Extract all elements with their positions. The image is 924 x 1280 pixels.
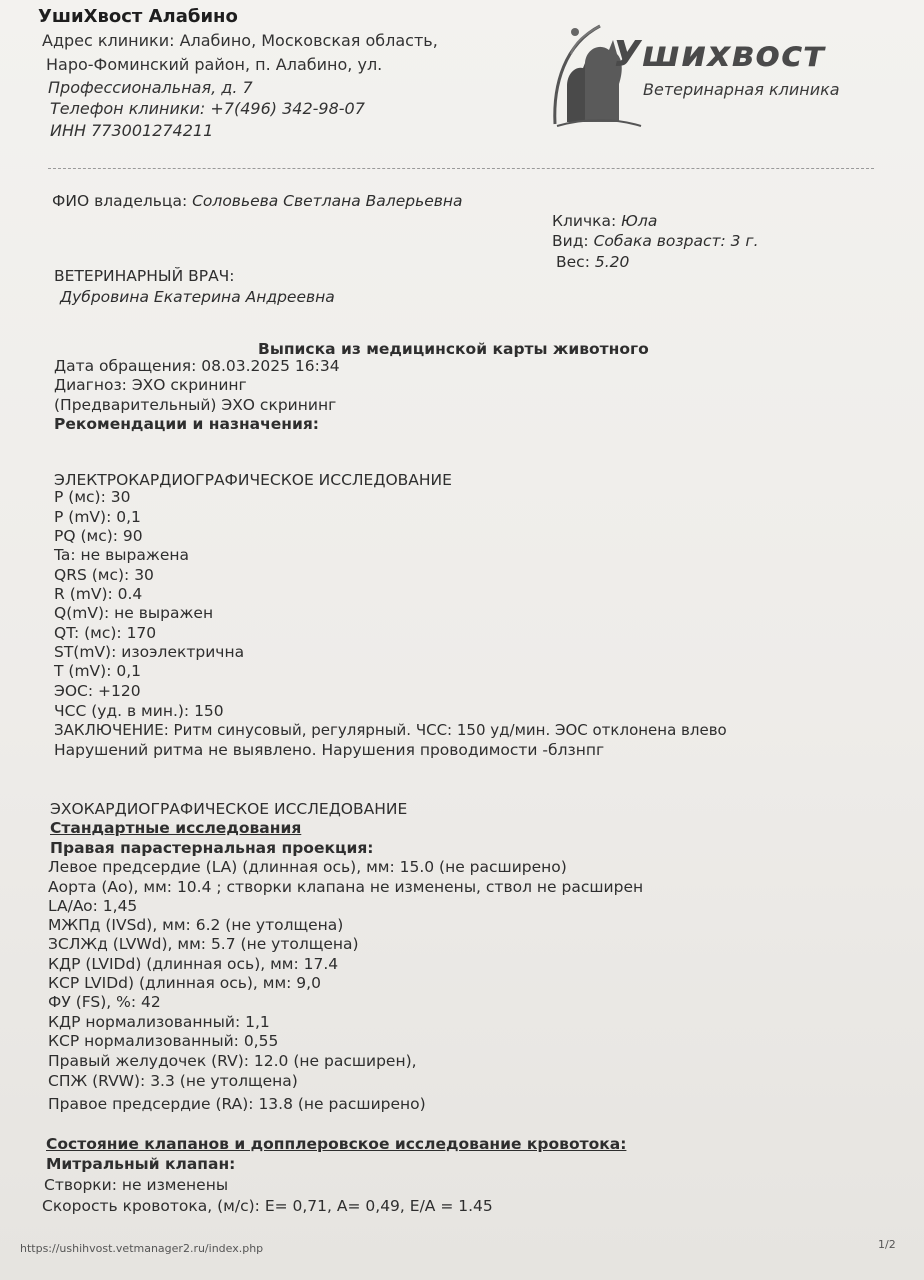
- recommendations-heading: Рекомендации и назначения:: [54, 415, 319, 433]
- echo-line: СПЖ (RVW): 3.3 (не утолщена): [48, 1072, 298, 1090]
- ecg-line: QRS (мс): 30: [54, 566, 154, 584]
- valves-heading: Состояние клапанов и допплеровское исследование кровотока:: [46, 1135, 627, 1153]
- echo-heading: ЭХОКАРДИОГРАФИЧЕСКОЕ ИССЛЕДОВАНИЕ: [50, 800, 408, 818]
- echo-line: КДР (LVIDd) (длинная ось), мм: 17.4: [48, 955, 339, 973]
- echo-line: КСР LVIDd) (длинная ось), мм: 9,0: [48, 974, 321, 992]
- clinic-address-line-2: Наро-Фоминский район, п. Алабино, ул.: [46, 55, 383, 74]
- pet-species-label: Вид:: [552, 232, 589, 250]
- pet-nickname: [552, 212, 657, 230]
- echo-line: Аорта (Ао), мм: 10.4 ; створки клапана не изменены, ствол не расширен: [48, 878, 644, 896]
- pet-species-value: Собака возраст: 3 г.: [593, 232, 759, 250]
- owner-name: Соловьева Светлана Валерьевна: [192, 192, 463, 210]
- echo-line: Правый желудочек (RV): 12.0 (не расширен),: [48, 1052, 417, 1070]
- ecg-line: R (mV): 0.4: [54, 585, 143, 603]
- clinic-address-line-3: Профессиональная, д. 7: [48, 78, 253, 97]
- mitral-valve-heading: Митральный клапан:: [46, 1155, 236, 1173]
- pet-species-age: [552, 232, 759, 250]
- mitral-velocity: Скорость кровотока, (м/с): E= 0,71, A= 0,49, E/A = 1.45: [42, 1197, 493, 1215]
- clinic-phone: Телефон клиники: +7(496) 342-98-07: [50, 99, 365, 118]
- vet-label: ВЕТЕРИНАРНЫЙ ВРАЧ:: [54, 267, 235, 285]
- ecg-line: T (mV): 0,1: [54, 662, 141, 680]
- ecg-line: P (мс): 30: [54, 488, 131, 506]
- echo-line: Правое предсердие (RA): 13.8 (не расширено): [48, 1095, 426, 1113]
- echo-line: КСР нормализованный: 0,55: [48, 1032, 279, 1050]
- ecg-line: ЧСС (уд. в мин.): 150: [54, 702, 224, 720]
- echo-standard-heading: Стандартные исследования: [50, 819, 302, 837]
- ecg-line: PQ (мс): 90: [54, 527, 143, 545]
- pet-weight: [556, 253, 629, 271]
- ecg-heading: ЭЛЕКТРОКАРДИОГРАФИЧЕСКОЕ ИССЛЕДОВАНИЕ: [54, 471, 452, 489]
- echo-projection-heading: Правая парастернальная проекция:: [50, 839, 374, 857]
- ecg-conclusion-2: Нарушений ритма не выявлено. Нарушения проводимости -блзнпг: [54, 741, 605, 759]
- clinic-address-line-1: Адрес клиники: Алабино, Московская область,: [42, 31, 438, 50]
- echo-line: Левое предсердие (LA) (длинная ось), мм: 15.0 (не расширено): [48, 858, 567, 876]
- echo-line: ФУ (FS), %: 42: [48, 993, 161, 1011]
- pet-nickname-label: Кличка:: [552, 212, 617, 230]
- clinic-inn: ИНН 773001274211: [50, 121, 214, 140]
- footer-url: https://ushihvost.vetmanager2.ru/index.php: [20, 1242, 264, 1255]
- ecg-line: ST(mV): изоэлектрична: [54, 643, 245, 661]
- mitral-leaflets: Створки: не изменены: [44, 1176, 229, 1194]
- pet-weight-value: 5.20: [594, 253, 630, 271]
- echo-line: LA/Ao: 1,45: [48, 897, 138, 915]
- ecg-line: ЭОС: +120: [54, 682, 141, 700]
- echo-line: КДР нормализованный: 1,1: [48, 1013, 270, 1031]
- echo-line: ЗСЛЖд (LVWd), мм: 5.7 (не утолщена): [48, 935, 359, 953]
- preliminary-diagnosis: (Предварительный) ЭХО скрининг: [54, 396, 337, 414]
- clinic-name: УшиХвост Алабино: [38, 6, 238, 27]
- pet-nickname-value: Юла: [621, 212, 658, 230]
- header-divider: [48, 168, 874, 169]
- diagnosis: Диагноз: ЭХО скрининг: [54, 376, 247, 394]
- owner-label: ФИО владельца:: [52, 192, 188, 210]
- logo-subtitle: Ветеринарная клиника: [643, 80, 840, 99]
- ecg-line: Q(mV): не выражен: [54, 604, 214, 622]
- vet-name: Дубровина Екатерина Андреевна: [60, 288, 335, 306]
- echo-line: МЖПд (IVSd), мм: 6.2 (не утолщена): [48, 916, 344, 934]
- owner-info: [52, 192, 463, 210]
- visit-date: Дата обращения: 08.03.2025 16:34: [54, 357, 340, 375]
- ecg-line: Ta: не выражена: [54, 546, 189, 564]
- page-number: 1/2: [878, 1238, 896, 1251]
- ecg-line: P (mV): 0,1: [54, 508, 141, 526]
- pet-weight-label: Вес:: [556, 253, 590, 271]
- logo-title: Ушихвост: [613, 34, 826, 75]
- ecg-line: QT: (мс): 170: [54, 624, 157, 642]
- ecg-conclusion: ЗАКЛЮЧЕНИЕ: Ритм синусовый, регулярный. ЧСС: 150 уд/мин. ЭОС отклонена влево: [54, 721, 727, 739]
- document-title: Выписка из медицинской карты животного: [258, 340, 649, 358]
